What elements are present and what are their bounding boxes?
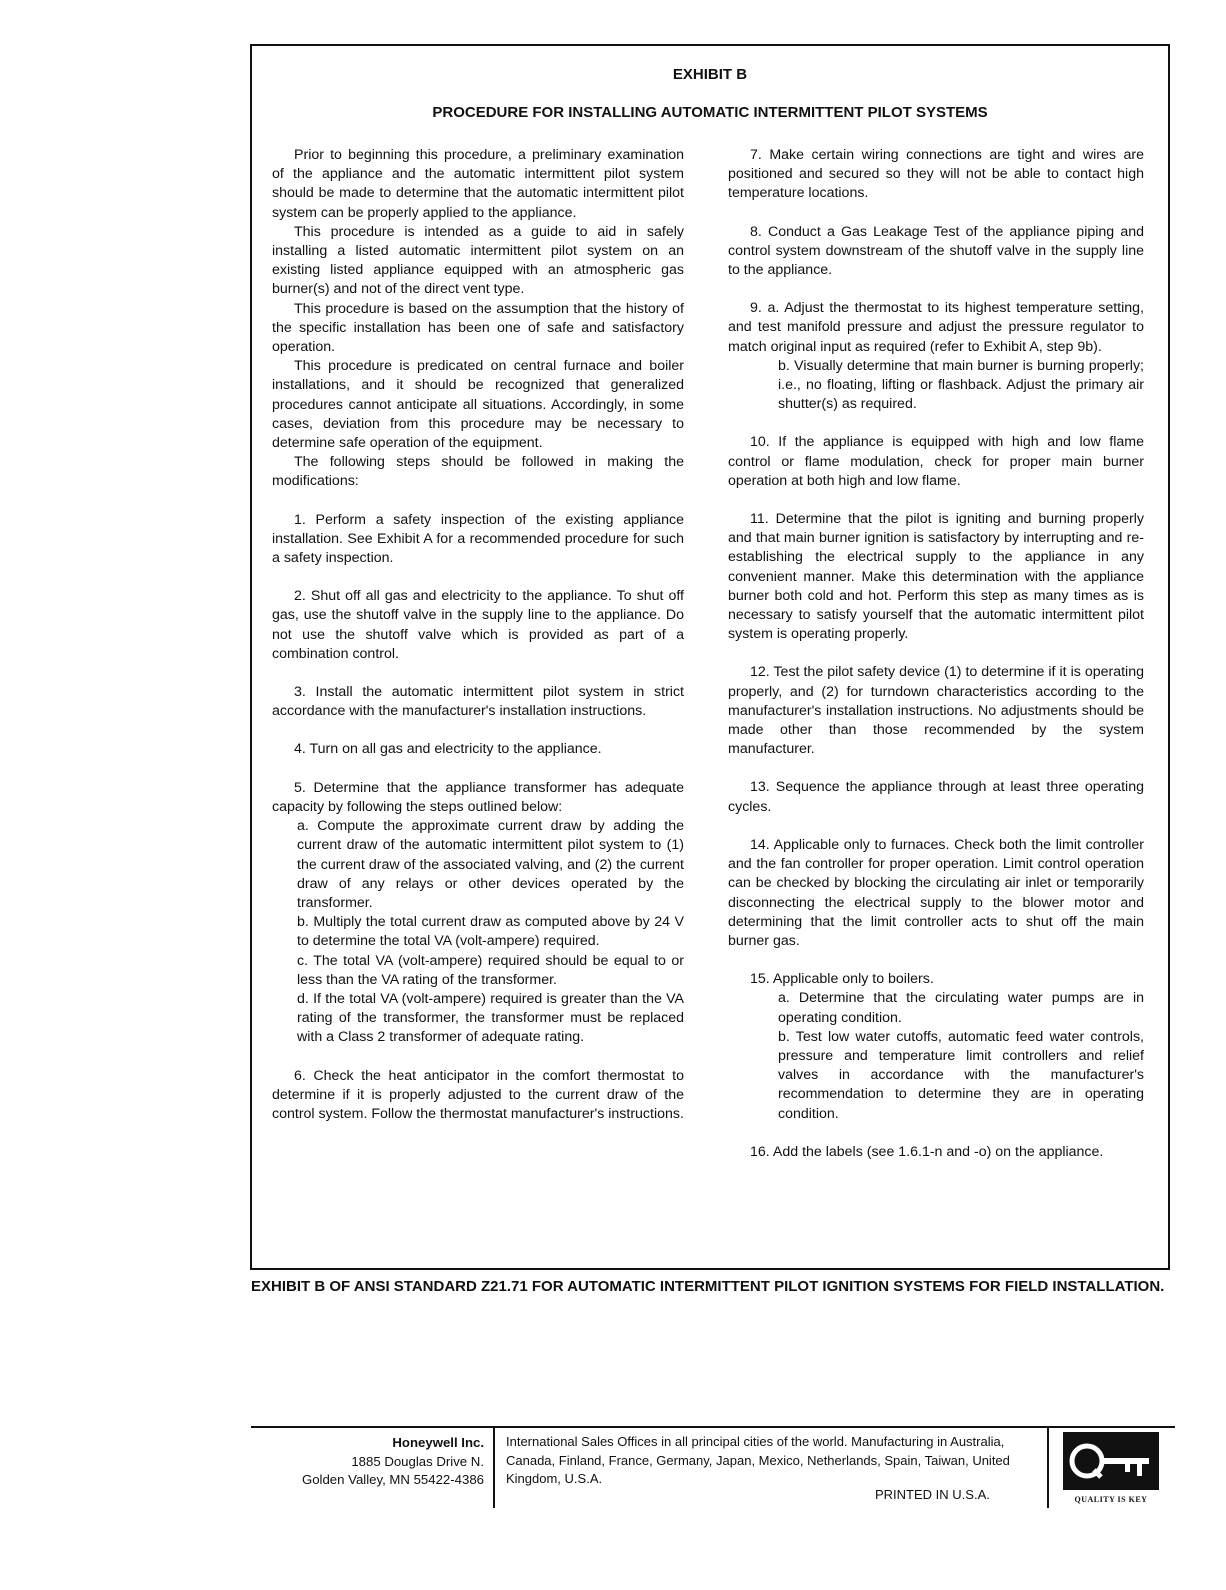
step-16: 16. Add the labels (see 1.6.1-n and -o) on the appliance. bbox=[750, 1143, 1104, 1160]
step-5: 5. Determine that the appliance transformer has adequate capacity by following the steps outlined below: bbox=[272, 779, 684, 815]
intro-paragraph: This procedure is intended as a guide to aid in safely installing a listed automatic intermittent pilot system on an existing listed appliance equipped with an atmospheric gas burner(s) and not of the direct vent type. bbox=[272, 223, 684, 298]
intro-paragraph: This procedure is based on the assumption that the history of the specific installation has been one of safe and satisfactory operation. bbox=[272, 300, 684, 356]
step-11: 11. Determine that the pilot is igniting and burning properly and that main burner ignition is satisfactory by interrupting and re-establishing the electrical supply to the appliance in any convenient manner. Make this determination with the appliance burner both cold and hot. Perform this step as many times as is necessary to satisfy yourself that the automatic intermittent pilot system is operating properly. bbox=[728, 511, 1144, 643]
step-15b: b. Test low water cutoffs, automatic feed water controls, pressure and temperature limit controllers and relief valves in accordance with the manufacturer's recommendation to determine they are in operating condition. bbox=[778, 1028, 1144, 1122]
step-8: 8. Conduct a Gas Leakage Test of the appliance piping and control system downstream of the shutoff valve in the supply line to the appliance. bbox=[728, 223, 1144, 279]
quality-key-logo-icon bbox=[1063, 1432, 1159, 1490]
step-10: 10. If the appliance is equipped with high and low flame control or flame modulation, check for proper main burner operation at both high and low flame. bbox=[728, 434, 1144, 489]
exhibit-caption: EXHIBIT B OF ANSI STANDARD Z21.71 FOR AUTOMATIC INTERMITTENT PILOT IGNITION SYSTEMS FOR FIELD INSTALLATION. bbox=[251, 1278, 1165, 1295]
step-5d: d. If the total VA (volt-ampere) required is greater than the VA rating of the transformer, the transformer must be replaced with a Class 2 transformer of adequate rating. bbox=[297, 990, 684, 1046]
step-5a: a. Compute the approximate current draw by adding the current draw of the automatic intermittent pilot system to (1) the current draw of the associated valving, and (2) the current draw of any relays or other devices operated by the transformer. bbox=[297, 818, 684, 911]
exhibit-subtitle: PROCEDURE FOR INSTALLING AUTOMATIC INTERMITTENT PILOT SYSTEMS bbox=[432, 104, 988, 121]
intro-paragraph: Prior to beginning this procedure, a preliminary examination of the appliance and the automatic intermittent pilot system should be made to determine that the automatic intermittent pilot system can be properly applied to the appliance. bbox=[272, 147, 684, 221]
step-12: 12. Test the pilot safety device (1) to determine if it is operating properly, and (2) for turndown characteristics according to the manufacturer's installation instructions. No adjustments should be made other than those recommended by the system manufacturer. bbox=[728, 664, 1144, 758]
step-5b: b. Multiply the total current draw as computed above by 24 V to determine the total VA (volt-ampere) required. bbox=[297, 914, 684, 950]
intro-paragraph: The following steps should be followed in making the modifications: bbox=[272, 454, 684, 490]
sales-offices-note: International Sales Offices in all principal cities of the world. Manufacturing in Australia, Canada, Finland, France, Germany, Japan, Mexico, Netherlands, Spain, Taiwan, United Kingdom, U.S.A. bbox=[506, 1434, 1010, 1486]
step-2: 2. Shut off all gas and electricity to the appliance. To shut off gas, use the shutoff valve in the supply line to the appliance. Do not use the shutoff valve which is provided as part of a combination control. bbox=[272, 588, 684, 662]
step-5c: c. The total VA (volt-ampere) required should be equal to or less than the VA rating of the transformer. bbox=[297, 952, 684, 988]
step-9b: b. Visually determine that main burner is burning properly; i.e., no floating, lifting or flashback. Adjust the primary air shutter(s) as required. bbox=[778, 357, 1144, 413]
printed-in-usa: PRINTED IN U.S.A. bbox=[875, 1487, 990, 1502]
footer-divider bbox=[1047, 1428, 1049, 1508]
step-6: 6. Check the heat anticipator in the comfort thermostat to determine if it is properly adjusted to the current draw of the control system. Follow the thermostat manufacturer's instructions. bbox=[272, 1067, 684, 1122]
step-15a: a. Determine that the circulating water pumps are in operating condition. bbox=[778, 990, 1144, 1026]
step-4: 4. Turn on all gas and electricity to the appliance. bbox=[294, 741, 602, 758]
intro-paragraph: This procedure is predicated on central furnace and boiler installations, and it should be recognized that generalized procedures cannot anticipate all situations. Accordingly, in some cases, deviation from this procedure may be necessary to determine safe operation of the equipment. bbox=[272, 358, 684, 452]
step-15: 15. Applicable only to boilers. bbox=[750, 971, 934, 988]
step-7: 7. Make certain wiring connections are tight and wires are positioned and secured so they will not be able to contact high temperature locations. bbox=[728, 147, 1144, 202]
left-column bbox=[272, 146, 684, 1124]
right-column bbox=[728, 146, 1144, 1162]
key-icon bbox=[1063, 1432, 1159, 1490]
step-1: 1. Perform a safety inspection of the existing appliance installation. See Exhibit A for a recommended procedure for such a safety inspection. bbox=[272, 511, 684, 567]
footer-divider bbox=[493, 1428, 495, 1508]
company-address bbox=[252, 1434, 484, 1490]
exhibit-frame bbox=[250, 44, 1170, 1270]
step-9a: 9. a. Adjust the thermostat to its highest temperature setting, and test manifold pressure and adjust the pressure regulator to match original input as required (refer to Exhibit A, step 9b). bbox=[728, 300, 1144, 355]
step-14: 14. Applicable only to furnaces. Check both the limit controller and the fan controller for proper operation. Limit control operation can be checked by blocking the circulating air inlet or temporarily disconnecting the electrical supply to the blower motor and determining that the limit controller acts to shut off the main burner gas. bbox=[728, 836, 1144, 949]
address-line-2: Golden Valley, MN 55422-4386 bbox=[301, 1472, 484, 1487]
address-line-1: 1885 Douglas Drive N. bbox=[351, 1453, 484, 1469]
exhibit-title: EXHIBIT B bbox=[672, 66, 748, 83]
step-13: 13. Sequence the appliance through at least three operating cycles. bbox=[728, 779, 1144, 815]
step-3: 3. Install the automatic intermittent pilot system in strict accordance with the manufacturer's installation instructions. bbox=[272, 684, 684, 720]
logo-tagline: QUALITY IS KEY bbox=[1074, 1495, 1148, 1504]
company-name: Honeywell Inc. bbox=[392, 1435, 484, 1450]
footer-rule bbox=[251, 1426, 1175, 1428]
